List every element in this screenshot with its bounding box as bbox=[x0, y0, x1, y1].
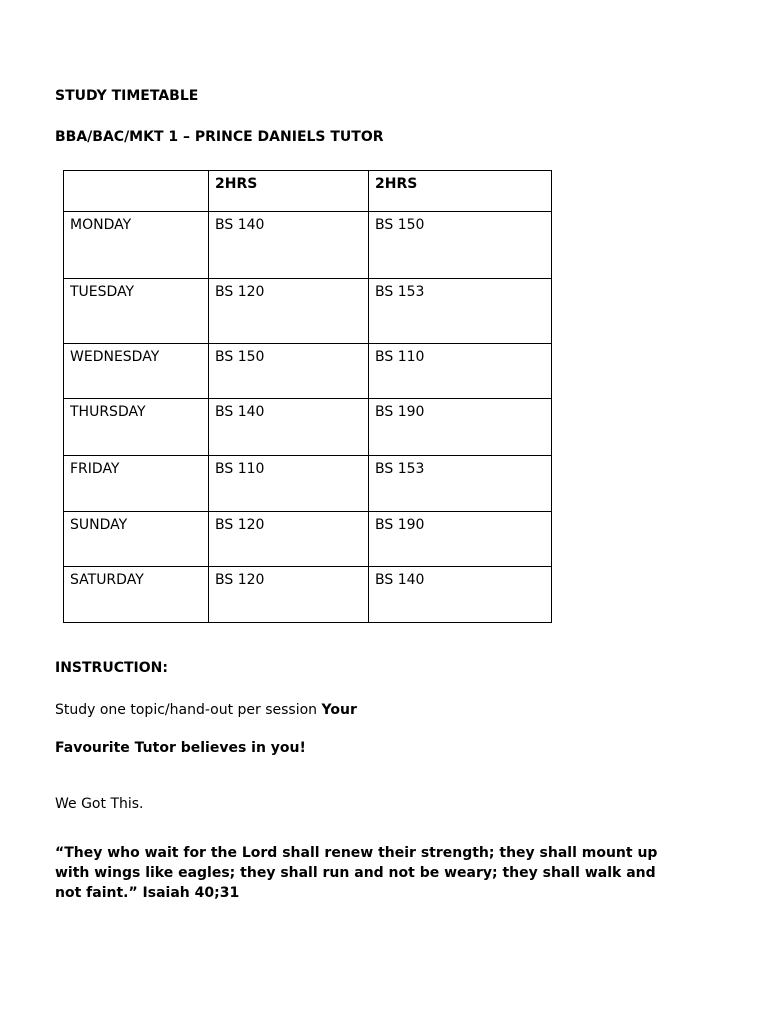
table-row bbox=[64, 456, 552, 512]
slot1-cell: BS 120 bbox=[209, 567, 369, 623]
slot2-cell: BS 150 bbox=[369, 212, 552, 279]
timetable-header-row bbox=[64, 171, 552, 212]
timetable bbox=[63, 170, 552, 623]
slot2-cell: BS 140 bbox=[369, 567, 552, 623]
slot2-cell: BS 190 bbox=[369, 399, 552, 456]
header-cell-slot2: 2HRS bbox=[369, 171, 552, 212]
table-row bbox=[64, 279, 552, 344]
bible-quote bbox=[55, 843, 658, 903]
day-cell: FRIDAY bbox=[64, 456, 209, 512]
day-cell: THURSDAY bbox=[64, 399, 209, 456]
table-row bbox=[64, 344, 552, 399]
instruction-text bbox=[55, 702, 357, 718]
tutor-message: Favourite Tutor believes in you! bbox=[55, 740, 306, 756]
document-subtitle: BBA/BAC/MKT 1 – PRINCE DANIELS TUTOR bbox=[55, 129, 384, 145]
slot2-cell: BS 110 bbox=[369, 344, 552, 399]
quote-line-1: “They who wait for the Lord shall renew their strength; they shall mount up bbox=[55, 845, 658, 861]
quote-line-3 bbox=[55, 883, 655, 903]
motto-text: We Got This. bbox=[55, 796, 144, 812]
header-cell-day bbox=[64, 171, 209, 212]
quote-line-2: with wings like eagles; they shall run and not be weary; they shall walk and bbox=[55, 865, 656, 881]
table-row bbox=[64, 512, 552, 567]
day-cell: SUNDAY bbox=[64, 512, 209, 567]
table-row bbox=[64, 567, 552, 623]
quote-reference: Isaiah 40;31 bbox=[142, 885, 240, 901]
header-cell-slot1: 2HRS bbox=[209, 171, 369, 212]
slot1-cell: BS 140 bbox=[209, 212, 369, 279]
slot1-cell: BS 110 bbox=[209, 456, 369, 512]
instruction-heading: INSTRUCTION: bbox=[55, 660, 168, 676]
table-row bbox=[64, 212, 552, 279]
day-cell: SATURDAY bbox=[64, 567, 209, 623]
slot1-cell: BS 140 bbox=[209, 399, 369, 456]
quote-line-3-text: not faint.” bbox=[55, 885, 143, 901]
document-title: STUDY TIMETABLE bbox=[55, 88, 199, 104]
day-cell: WEDNESDAY bbox=[64, 344, 209, 399]
slot2-cell: BS 190 bbox=[369, 512, 552, 567]
day-cell: MONDAY bbox=[64, 212, 209, 279]
instruction-plain-text: Study one topic/hand-out per session bbox=[55, 702, 322, 718]
day-cell: TUESDAY bbox=[64, 279, 209, 344]
table-row bbox=[64, 399, 552, 456]
slot1-cell: BS 150 bbox=[209, 344, 369, 399]
instruction-bold-text: Your bbox=[321, 702, 357, 718]
slot2-cell: BS 153 bbox=[369, 456, 552, 512]
slot2-cell: BS 153 bbox=[369, 279, 552, 344]
slot1-cell: BS 120 bbox=[209, 279, 369, 344]
slot1-cell: BS 120 bbox=[209, 512, 369, 567]
